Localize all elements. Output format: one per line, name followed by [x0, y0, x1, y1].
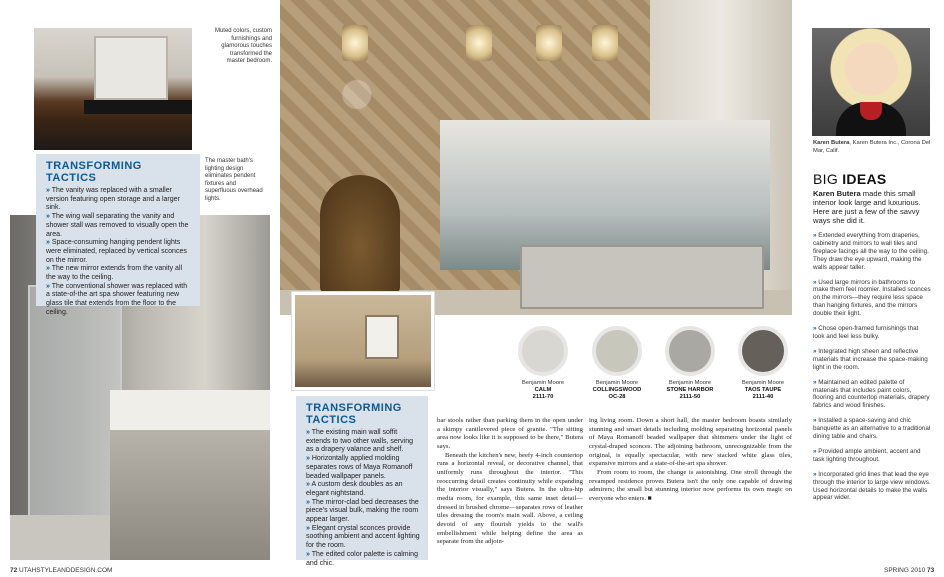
- article-paragraph: ing living room. Down a short hall, the master bedroom boasts similarly stunning and smart details including molding separating horizontal panels of Maya Romanoff beaded wallpaper that shimmers under the light of crystal-draped sconces. The adjoining bathroom, unrecognizable from the original, is equally spectacular, with new stacked white glass tiles, expansive mirrors and a state-of-the-art spa shower.: [589, 417, 792, 468]
- big-ideas-title: BIG IDEAS: [813, 171, 887, 187]
- big-idea-item: » Incorporated grid lines that lead the eye through the interior to large view windows. Used horizontal details to make the walls appear wider.: [813, 470, 931, 502]
- big-idea-item: » Used large mirrors in bathrooms to make them feel roomier. Installed sconces on the mirrors—they require less space than hanging fixtures, and the mirrors double their light.: [813, 278, 931, 318]
- bath-caption: The master bath's lighting design eliminates pendent fixtures and superfluous overhead lights.: [205, 158, 263, 202]
- vanity-cabinet: [110, 430, 270, 560]
- window: [365, 315, 399, 359]
- master-bedroom-photo: [280, 0, 792, 315]
- tactics-title: TRANSFORMING TACTICS: [46, 160, 142, 184]
- tactics-item: » The existing main wall soffit extends to two other walls, serving as a drapery valance and shelf.: [306, 429, 413, 454]
- bathroom-vanity-photo: [34, 28, 192, 150]
- tactics-item: » Elegant crystal sconces provide soothing ambient and accent lighting for the room.: [306, 524, 420, 550]
- article-paragraph: bar stools rather than parking them in the open under a skimpy cantilevered piece of granite. "The sitting area now looks like it is supposed to be there," Butera says.: [437, 417, 583, 450]
- tactics-item: » The vanity was replaced with a smaller version featuring open storage and a larger sink.: [46, 187, 180, 212]
- big-idea-item: » Extended everything from draperies, cabinetry and mirrors to wall tiles and fireplace facings all the way to the ceiling. They draw the eye upward, making the walls appear taller.: [813, 232, 929, 271]
- swatch-chip: [518, 326, 568, 376]
- vanity-top: [110, 390, 270, 430]
- right-folio: SPRING 2010 73: [884, 567, 935, 574]
- counter: [84, 100, 192, 114]
- tactics-item: » A custom desk doubles as an elegant nightstand.: [306, 481, 403, 497]
- left-folio: 72 UTAHSTYLEANDDESIGN.COM: [10, 567, 113, 574]
- article-column-1: [437, 417, 583, 547]
- tactics-item: » Horizontally applied molding separates rows of Maya Romanoff beaded wallpaper panels.: [306, 455, 413, 480]
- article-paragraph: From room to room, the change is astonishing. One stroll through the revamped residence proves Butera isn't the only one capable of drawing admirers; the small but stunning interior now performs its own magic on everyone who enters. ■: [589, 468, 792, 502]
- portrait-collar: [860, 102, 882, 120]
- sconce: [592, 25, 618, 61]
- tactics-title: TRANSFORMING TACTICS: [306, 402, 402, 426]
- big-idea-item: » Maintained an edited palette of materials that includes paint colors, flooring and countertop materials, drapery fabrics and wood finishes.: [813, 378, 930, 410]
- designer-portrait-photo: [812, 28, 930, 136]
- paint-swatch: Benjamin Moore TAOS TAUPE 2111-40: [732, 326, 794, 401]
- transforming-tactics-bedroom: [296, 396, 428, 567]
- sconce: [342, 25, 368, 61]
- tactics-item: » The mirror-clad bed decreases the piece's visual bulk, making the room appear larger.: [306, 498, 419, 524]
- paint-swatch: Benjamin Moore STONE HARBOR 2111-50: [659, 326, 721, 401]
- sconce: [466, 25, 492, 61]
- before-bedroom-photo: [292, 292, 434, 390]
- article-column-2: [589, 417, 792, 504]
- big-ideas-sidebar: [813, 172, 931, 502]
- big-idea-item: » Chose open-framed furnishings that look and feel less bulky.: [813, 325, 919, 340]
- tactics-item: » The new mirror extends from the vanity all the way to the ceiling.: [46, 265, 183, 282]
- portrait-caption: Karen Butera, Karen Butera Inc., Corona Del Mar, Calif.: [813, 140, 931, 154]
- transforming-tactics-bath: [36, 154, 200, 316]
- sconce: [536, 25, 562, 61]
- article-paragraph: Beneath the kitchen's new, beefy 4-inch countertop runs a horizontal reveal, or decorative channel, that uniformly runs throughout the interior. "This reoccurring detail creates continuity while expanding the interior visually," says Butera. In the ultra-hip media room, for example, this same inset detail—dressed in brushed chrome—separates rows of leather tiles dressing the room's main wall. Above, a ceiling devoid of any flourish yields to the wall's embellishment while helping define the area as separate from the adjoin-: [437, 451, 583, 546]
- swatch-chip: [665, 326, 715, 376]
- tactics-item: » The wing wall separating the vanity and shower stall was removed to visually open the area.: [46, 213, 189, 238]
- big-idea-item: » Installed a space-saving and chic banquette as an alternative to a traditional dining table and chairs.: [813, 417, 931, 441]
- glass-shower: [28, 285, 122, 549]
- paint-swatch: Benjamin Moore COLLINGSWOOD OC-28: [586, 326, 648, 401]
- bedroom-caption: Muted colors, custom furnishings and glamorous touches transformed the master bedroom.: [214, 28, 272, 64]
- big-ideas-intro: Karen Butera made this small interior look large and luxurious. Here are just a few of the savvy ways she did it.: [813, 189, 921, 225]
- big-idea-item: » Integrated high sheen and reflective materials that increase the space-making light in the room.: [813, 347, 928, 371]
- tactics-item: » The conventional shower was replaced with a state-of-the art spa shower featuring new glass tile that extends from the floor to the ceiling.: [46, 282, 188, 316]
- tactics-item: » The edited color palette is calming and chic.: [306, 550, 418, 567]
- big-idea-item: » Provided ample ambient, accent and task lighting throughout.: [813, 447, 921, 463]
- mirror: [94, 36, 168, 100]
- chair: [320, 175, 400, 295]
- tactics-item: » Space-consuming hanging pendent lights were eliminated, replaced by vertical sconces on the mirror.: [46, 239, 187, 264]
- swatch-chip: [738, 326, 788, 376]
- swatch-chip: [592, 326, 642, 376]
- bench: [520, 245, 764, 309]
- paint-swatch: Benjamin Moore CALM 2111-70: [512, 326, 574, 401]
